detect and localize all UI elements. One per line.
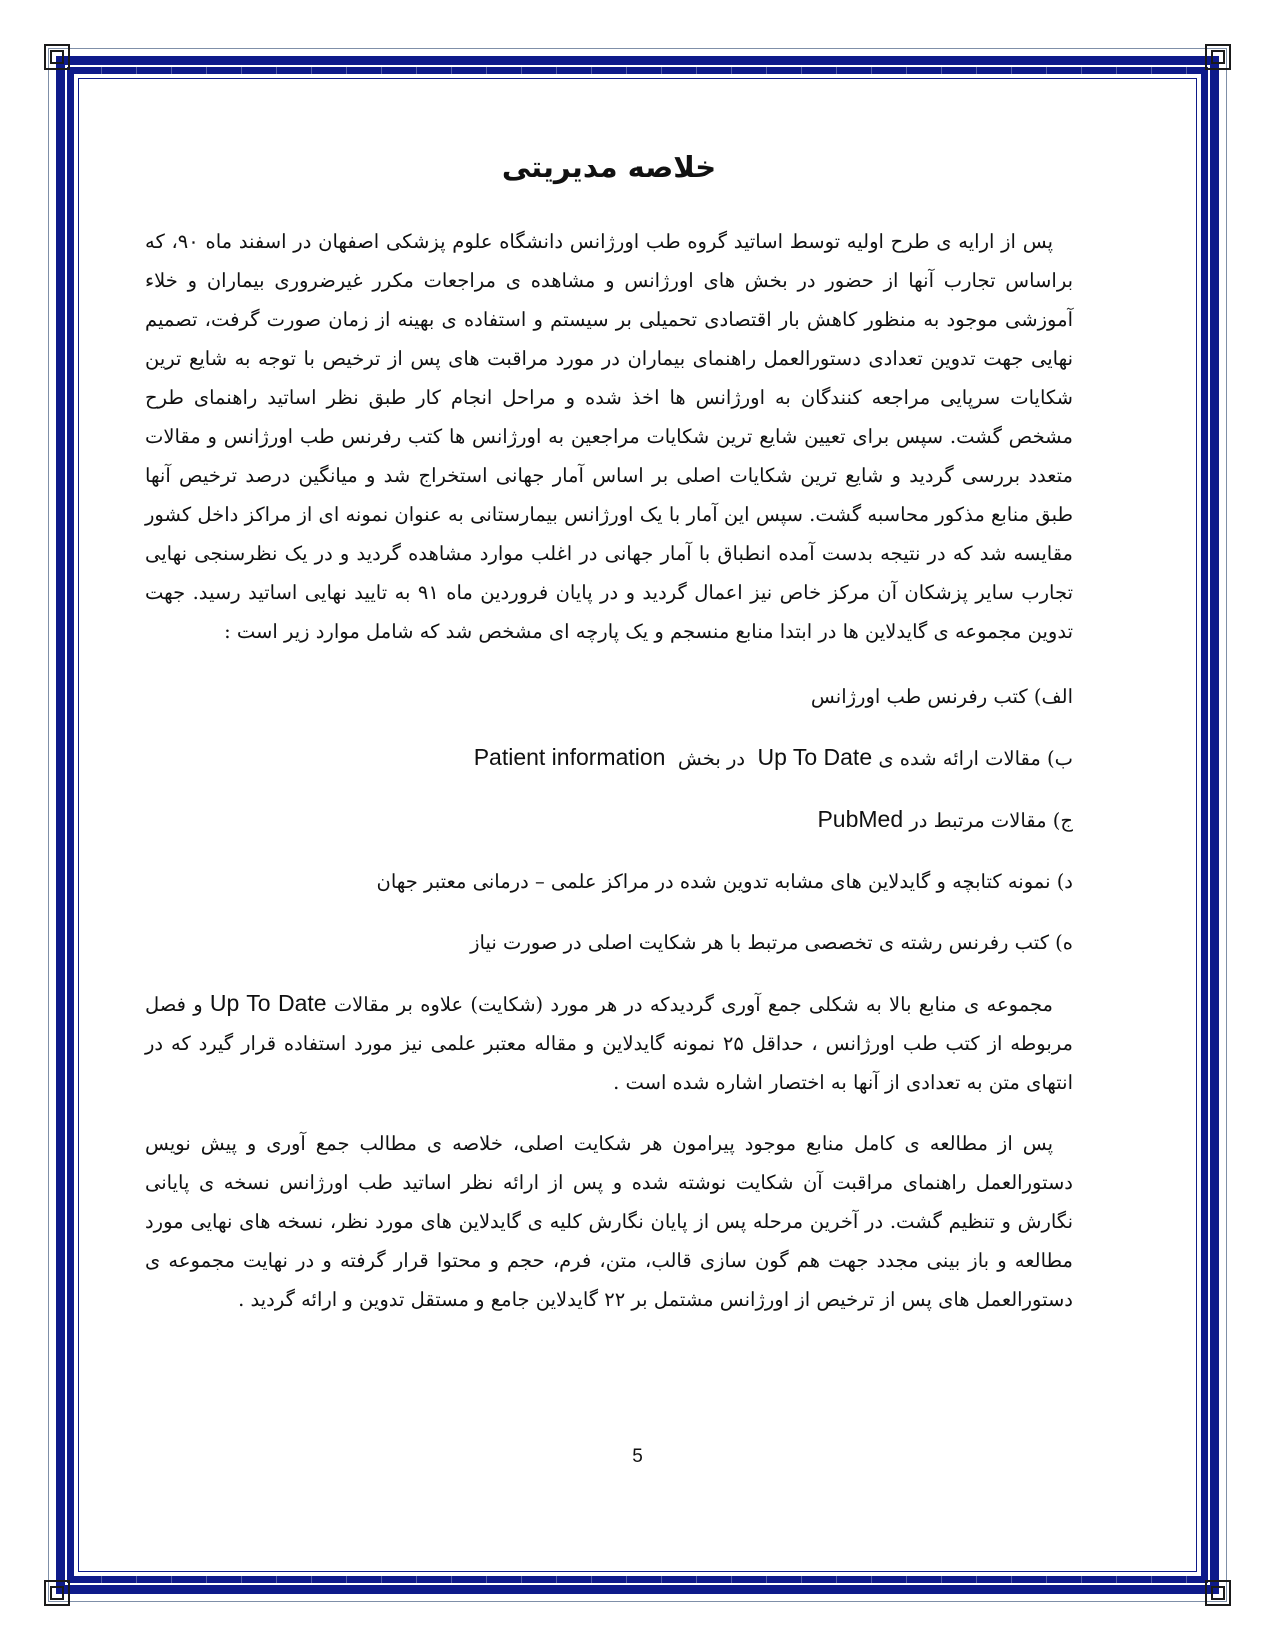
source-item-b-source: Up To Date xyxy=(757,744,873,770)
source-item-d: د) نمونه کتابچه و گایدلاین های مشابه تدوین شده در مراکز علمی – درمانی معتبر جهان xyxy=(376,870,1073,893)
intro-paragraph: پس از ارایه ی طرح اولیه توسط اساتید گروه طب اورژانس دانشگاه علوم پزشکی اصفهان در اسفند ماه ۹۰، که براساس تجارب آنها از حضور در بخش های اورژانس و مشاهده ی مراجعات مکرر غیرضروری بیماران و خلاء آموزشی موجود به منظور کاهش بار اقتصادی تحمیلی بر سیستم و استفاده ی بهینه از زمان صورت گرفت، تصمیم نهایی جهت تدوین تعدادی دستورالعمل راهنمای بیماران در مورد مراقبت های پس از ترخیص با توجه به شایع ترین شکایات سرپایی مراجعه کنندگان به اورژانس ها اخذ شده و مراحل انجام کار طبق نظر اساتید راهنمای طرح مشخص گشت. سپس برای تعیین شایع ترین شکایات مراجعین به اورژانس ها کتب رفرنس طب اورژانس و مقالات متعدد بررسی گردید و شایع ترین شکایات اصلی بر اساس آمار جهانی استخراج شد و میانگین درصد ترخیص آنها طبق منابع مذکور محاسبه گشت. سپس این آمار با یک اورژانس بیمارستانی به عنوان نمونه ای از مراکز داخل کشور مقایسه شد که در نتیجه بدست آمده انطباق با آمار جهانی در اغلب موارد مشاهده گردید و در یک نظرسنجی نهایی تجارب سایر پزشکان آن مرکز خاص نیز اعمال گردید و در پایان فروردین ماه ۹۱ به تایید نهایی اساتید رسید. جهت تدوین مجموعه ی گایدلاین ها در ابتدا منابع منسجم و یک پارچه ای مشخص شد که شامل موارد زیر است : xyxy=(145,230,1074,643)
source-item-c xyxy=(145,800,1073,840)
border-corner-ornament-icon xyxy=(44,1580,70,1606)
source-item-b-middle: در بخش xyxy=(677,747,746,770)
sources-paragraph-source: Up To Date xyxy=(209,990,327,1016)
source-item-a: الف) کتب رفرنس طب اورژانس xyxy=(810,685,1073,708)
border-corner-ornament-icon xyxy=(1205,1580,1231,1606)
process-paragraph: پس از مطالعه ی کامل منابع موجود پیرامون هر شکایت اصلی، خلاصه ی مطالب جمع آوری و پیش نویس دستورالعمل راهنمای مراقبت آن شکایت نوشته شده و پس از ارائه نظر اساتید طب اورژانس نسخه ی پایانی نگارش و تنظیم گشت. در آخرین مرحله پس از پایان نگارش کلیه ی گایدلاین های مورد نظر، نسخه های نهایی مورد مطالعه و باز بینی مجدد جهت هم گون سازی قالب، متن، فرم، حجم و محتوا قرار گرفته و در نهایت مجموعه ی دستورالعمل های پس از ترخیص از اورژانس مشتمل بر ۲۲ گایدلاین جامع و مستقل تدوین و ارائه گردید . xyxy=(145,1132,1073,1311)
source-item-b xyxy=(145,738,1073,778)
source-item-e: ه) کتب رفرنس رشته ی تخصصی مرتبط با هر شکایت اصلی در صورت نیاز xyxy=(470,931,1073,954)
sources-paragraph-before: مجموعه ی منابع بالا به شکلی جمع آوری گردیدکه در هر مورد (شکایت) علاوه بر مقالات xyxy=(333,993,1054,1016)
page-number: 5 xyxy=(632,1446,643,1467)
border-corner-ornament-icon xyxy=(1205,44,1231,70)
source-item-b-section: Patient information xyxy=(473,744,666,770)
document-body xyxy=(145,150,1073,1319)
source-item-c-source: PubMed xyxy=(817,806,904,832)
source-item-b-prefix: ب) مقالات ارائه شده ی xyxy=(878,747,1073,770)
page-title: خلاصه مدیریتی xyxy=(501,150,717,184)
sources-paragraph-after: و فصل مربوطه از کتب طب اورژانس ، حداقل ۲۵ نمونه گایدلاین و مقاله معتبر علمی نیز مورد استفاده قرار گیرد که در انتهای متن به تعدادی از آنها به اختصار اشاره شده است . xyxy=(145,993,1073,1094)
source-item-c-prefix: ج) مقالات مرتبط در xyxy=(909,809,1073,832)
border-corner-ornament-icon xyxy=(44,44,70,70)
sources-paragraph xyxy=(145,984,1073,1102)
